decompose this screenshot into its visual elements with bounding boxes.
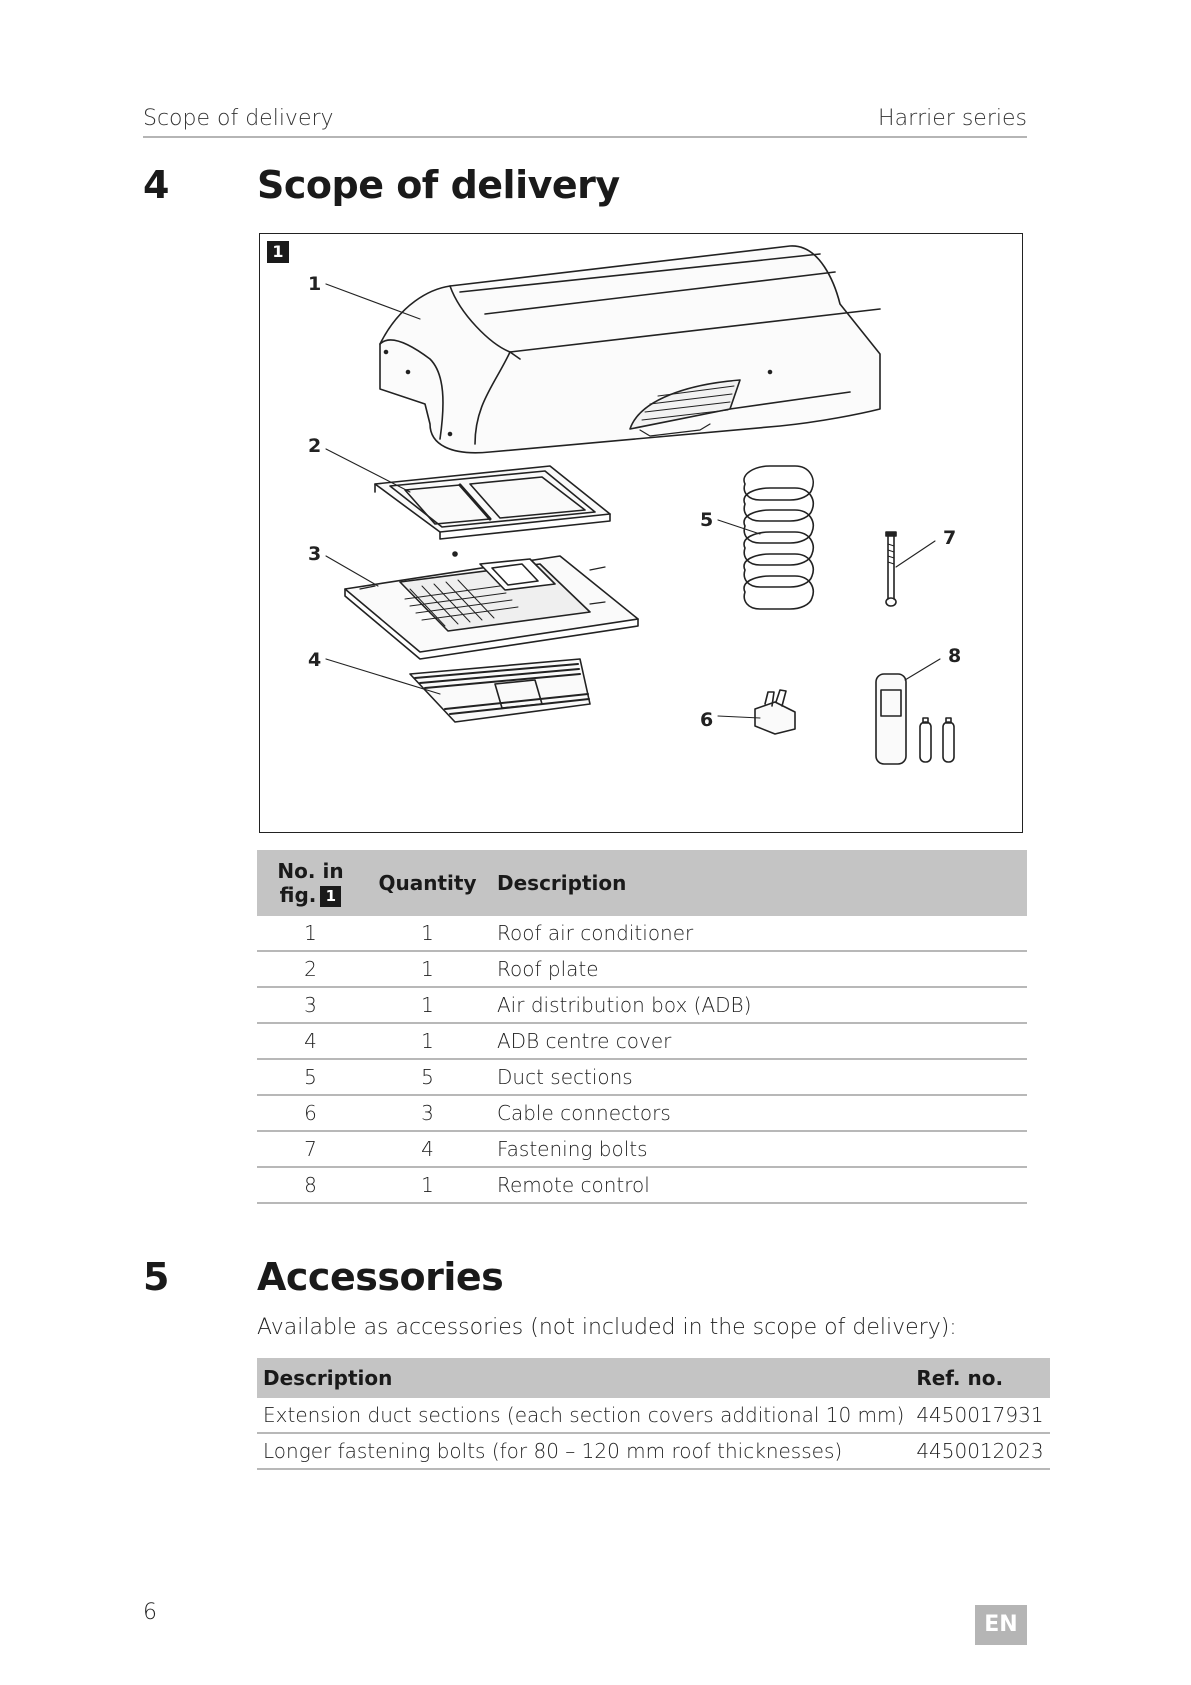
callout-8: 8 xyxy=(948,645,962,667)
roof-air-conditioner-drawing xyxy=(380,246,880,453)
section-5-title: Accessories xyxy=(257,1255,504,1299)
callout-5: 5 xyxy=(700,509,714,531)
col-header-no: No. in fig. 1 xyxy=(257,850,364,916)
scope-illustration xyxy=(260,234,1022,832)
table-row: 8 1 Remote control xyxy=(257,1167,1027,1203)
scope-figure xyxy=(259,233,1023,833)
running-header-section: Scope of delivery xyxy=(143,106,334,131)
duct-sections-drawing xyxy=(744,466,813,609)
section-5-number: 5 xyxy=(143,1255,170,1299)
remote-control-drawing xyxy=(876,674,954,764)
running-header-series: Harrier series xyxy=(878,106,1027,131)
callout-7: 7 xyxy=(943,527,957,549)
table-row: 7 4 Fastening bolts xyxy=(257,1131,1027,1167)
adb-centre-cover-drawing xyxy=(410,659,590,722)
language-badge: EN xyxy=(975,1605,1027,1645)
roof-plate-drawing xyxy=(375,466,610,539)
accessories-table xyxy=(257,1358,1050,1470)
callout-2: 2 xyxy=(308,435,322,457)
table-row: Longer fastening bolts (for 80 – 120 mm roof thicknesses) 4450012023 xyxy=(257,1433,1050,1469)
scope-of-delivery-table xyxy=(257,850,1027,1204)
callout-1: 1 xyxy=(308,273,322,295)
table-row: 2 1 Roof plate xyxy=(257,951,1027,987)
figure-badge: 1 xyxy=(267,241,289,263)
table-row: 1 1 Roof air conditioner xyxy=(257,916,1027,951)
col-header-ref-no: Ref. no. xyxy=(910,1358,1049,1398)
cable-connector-drawing xyxy=(755,690,795,734)
table-row: 5 5 Duct sections xyxy=(257,1059,1027,1095)
table-header-row xyxy=(257,850,1027,916)
col-header-description: Description xyxy=(257,1358,910,1398)
table-row: 4 1 ADB centre cover xyxy=(257,1023,1027,1059)
callout-3: 3 xyxy=(308,543,322,565)
accessories-intro: Available as accessories (not included in the scope of delivery): xyxy=(257,1315,957,1340)
col-header-description: Description xyxy=(491,850,1027,916)
col-header-quantity: Quantity xyxy=(364,850,491,916)
fastening-bolt-drawing xyxy=(886,532,896,606)
table-row: Extension duct sections (each section covers additional 10 mm) 4450017931 xyxy=(257,1398,1050,1433)
table-row: 3 1 Air distribution box (ADB) xyxy=(257,987,1027,1023)
callout-6: 6 xyxy=(700,709,714,731)
table-row: 6 3 Cable connectors xyxy=(257,1095,1027,1131)
figure-badge-inline: 1 xyxy=(320,886,341,907)
page-number: 6 xyxy=(143,1600,157,1625)
section-4-title: Scope of delivery xyxy=(257,163,620,207)
section-4-number: 4 xyxy=(143,163,170,207)
air-distribution-box-drawing xyxy=(345,552,638,659)
header-divider xyxy=(143,136,1027,138)
table-header-row xyxy=(257,1358,1050,1398)
callout-4: 4 xyxy=(308,649,322,671)
